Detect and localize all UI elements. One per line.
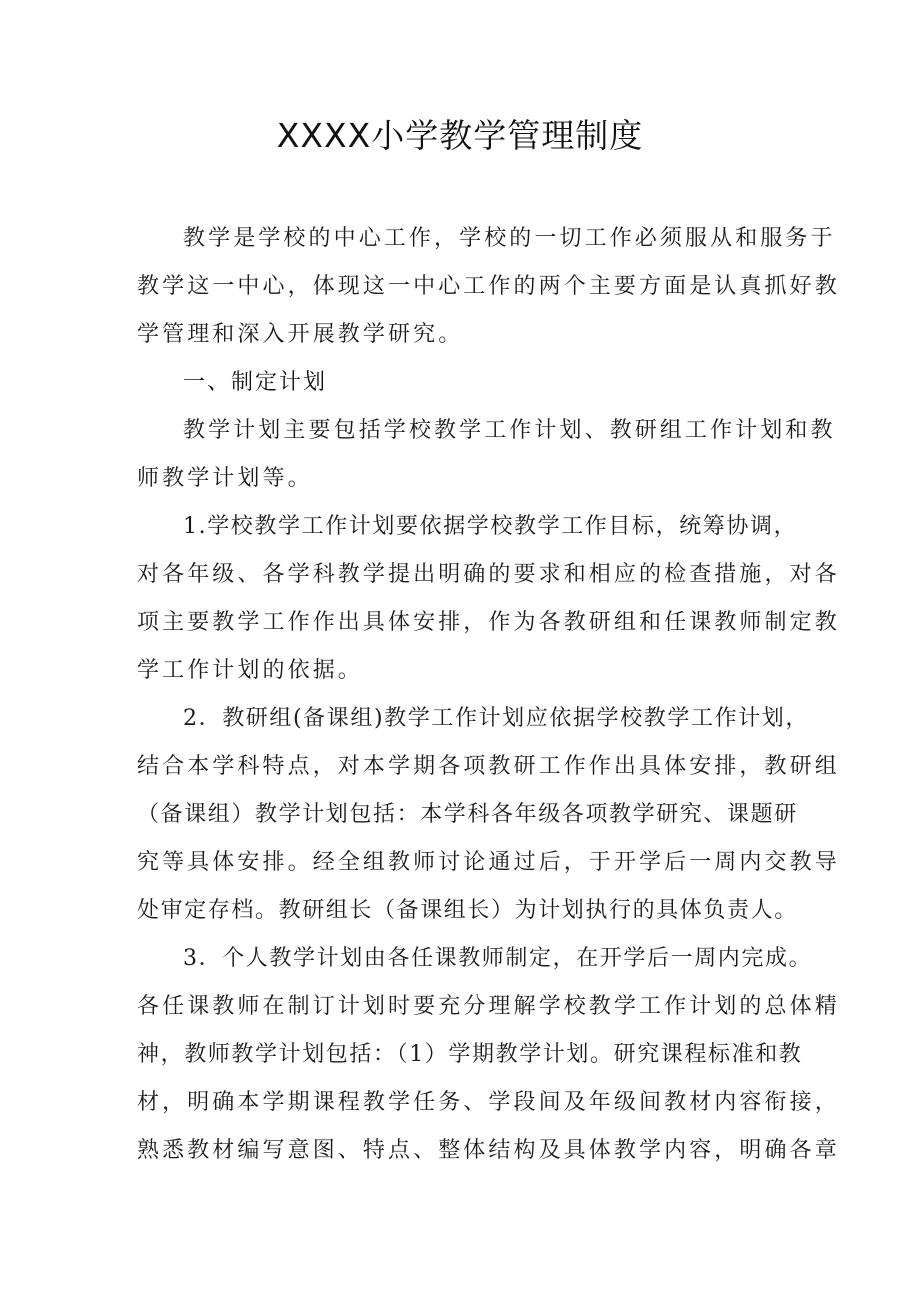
item1-line: 对各年级、各学科教学提出明确的要求和相应的检查措施，对各 bbox=[137, 562, 840, 587]
document-body bbox=[137, 215, 840, 1175]
document-title: XXXX小学教学管理制度 bbox=[276, 116, 644, 155]
item3-line: 神，教师教学计划包括：（1）学期教学计划。研究课程标准和教 bbox=[137, 1042, 803, 1067]
item2-line: 处审定存档。教研组长（备课组长）为计划执行的具体负责人。 bbox=[137, 898, 798, 923]
intro-line: 教学是学校的中心工作，学校的一切工作必须服从和服务于 bbox=[183, 226, 836, 251]
item3-line: 材，明确本学期课程教学任务、学段间及年级间教材内容衔接， bbox=[137, 1090, 840, 1115]
item1-line: 学工作计划的依据。 bbox=[137, 658, 363, 683]
section-paragraph-line: 教学计划主要包括学校教学工作计划、教研组工作计划和教 bbox=[183, 418, 836, 443]
item3-line: 3．个人教学计划由各任课教师制定，在开学后一周内完成。 bbox=[183, 946, 813, 971]
item2-line: （备课组）教学计划包括：本学科各年级各项教学研究、课题研 bbox=[137, 802, 798, 827]
section-heading: 一、制定计划 bbox=[183, 370, 328, 395]
item1-line: 项主要教学工作作出具体安排，作为各教研组和任课教师制定教 bbox=[137, 610, 840, 635]
item3-line: 各任课教师在制订计划时要充分理解学校教学工作计划的总体精 bbox=[137, 994, 840, 1019]
section-paragraph-line: 师教学计划等。 bbox=[137, 466, 313, 491]
item3-line: 熟悉教材编写意图、特点、整体结构及具体教学内容，明确各章 bbox=[137, 1138, 840, 1163]
item2-line: 2．教研组(备课组)教学工作计划应依据学校教学工作计划， bbox=[183, 706, 809, 731]
item2-line: 结合本学科特点，对本学期各项教研工作作出具体安排，教研组 bbox=[137, 754, 840, 779]
intro-line: 学管理和深入开展教学研究。 bbox=[137, 322, 464, 347]
item1-line: 1.学校教学工作计划要依据学校教学工作目标，统筹协调， bbox=[183, 514, 798, 539]
intro-line: 教学这一中心，体现这一中心工作的两个主要方面是认真抓好教 bbox=[137, 274, 840, 299]
item2-line: 究等具体安排。经全组教师讨论通过后，于开学后一周内交教导 bbox=[137, 850, 840, 875]
